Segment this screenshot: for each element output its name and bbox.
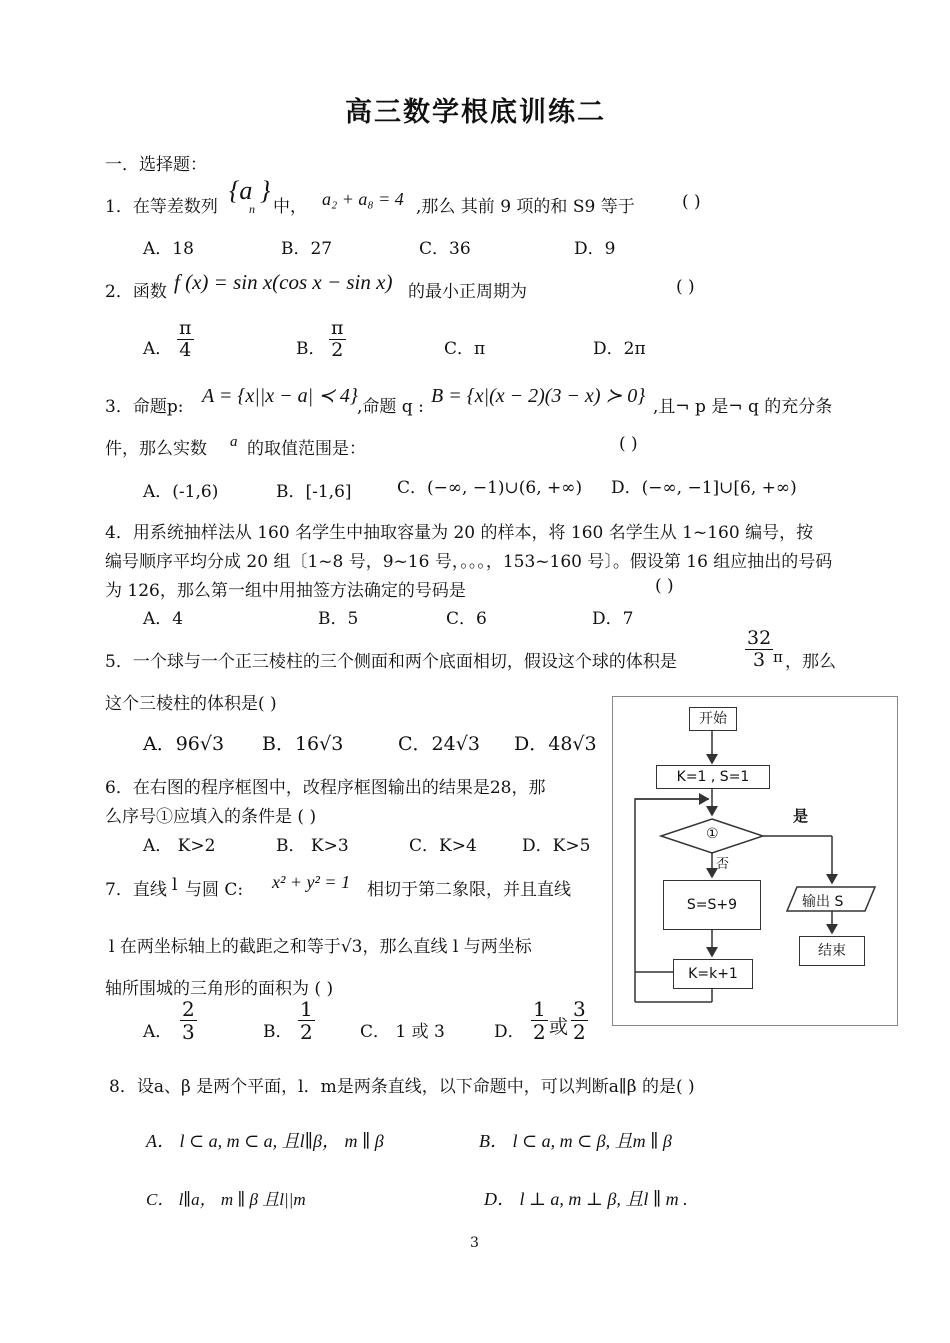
q7-line3: 轴所围城的三角形的面积为 ( ) [105,979,334,999]
q7-option-a-label: A． [143,1022,173,1042]
q2-answer-paren: ( ) [676,277,695,297]
q7-line2: l 在两坐标轴上的截距之和等于√3，那么直线 l 与两坐标 [109,937,532,957]
flowchart-start: 开始 [689,707,737,731]
q2-option-d: D．2π [593,339,646,359]
q3-text-b: ,命题 q : [357,397,424,417]
q4-option-d: D．7 [592,609,634,629]
flowchart-figure [612,696,898,1026]
q8-line1: 8．设a、β 是两个平面，l．m是两条直线，以下命题中，可以判断a∥β 的是( ) [109,1077,695,1097]
q7-circle-equation: x² + y² = 1 [272,872,351,892]
q5-pi: π [773,648,783,666]
q7-option-d-or: 或 [549,1016,569,1038]
q3-option-b: B．[-1,6] [276,482,352,502]
q5-line2: 这个三棱柱的体积是( ) [105,694,277,714]
q3-line2b: 的取值范围是： [247,439,366,459]
q1-option-a: A．18 [143,239,194,259]
q7-option-b-label: B． [263,1022,293,1042]
q6-option-d: D．K>5 [522,836,591,856]
q7-text-d: 相切于第二象限，并且直线 [367,880,571,900]
q2-text-b: 的最小正周期为 [408,282,527,302]
q6-option-c: C．K>4 [409,836,477,856]
q1-option-d: D．9 [574,239,616,259]
section-heading: 一．选择题： [105,155,207,175]
q8-option-c: C． l∥a， m ∥ β 且l||m [146,1190,306,1209]
q3-option-d: D．(−∞, −1]∪[6, +∞) [611,478,797,498]
flowchart-end: 结束 [799,936,865,966]
q1-equation: a₂ + a₈ = 4 [322,189,404,209]
q3-answer-paren: ( ) [619,434,638,454]
q2-option-b-label: B． [296,339,326,359]
page-number: 3 [470,1235,479,1251]
q5-volume-fraction: $\frac{32}{3}$ [747,627,772,671]
q1-option-b: B．27 [281,239,333,259]
q3-set-a: A = {x||x − a| ≺ 4} [202,385,358,407]
flowchart-no-label: 否 [716,857,730,872]
q7-text-a: 7．直线 [105,880,167,900]
q5-option-a: A．96√3 [143,733,225,755]
q2-option-b-fraction: $\frac{\pi}{2}$ [331,317,344,361]
q3-line2: 件，那么实数 [105,439,207,459]
q4-line2: 编号顺序平均分成 20 组〔1~8 号，9~16 号，。。。，153~160 号〕。假设第 16 组应抽出的号码 [105,552,833,572]
q1-seq-open: {a [229,176,253,205]
q8-option-a: A． l ⊂ a, m ⊂ a, 且l∥β， m ∥ β [146,1131,384,1151]
flowchart-step-sum: S=S+9 [663,880,761,930]
q8-option-b: B． l ⊂ a, m ⊂ β, 且m ∥ β [479,1131,672,1151]
q4-line1: 4．用系统抽样法从 160 名学生中抽取容量为 20 的样本，将 160 名学生从 1~160 编号，按 [105,523,814,543]
q7-option-b-fraction: $\frac{1}{2}$ [300,997,313,1044]
q2-function: f (x) = sin x(cos x − sin x) [174,270,393,294]
q7-text-c: 与圆 C: [185,880,244,900]
flowchart-condition-label: ① [706,826,719,842]
q4-line3: 为 126，那么第一组中用抽签方法确定的号码是 [105,581,466,601]
q1-answer-paren: ( ) [682,192,701,212]
q7-option-d-fraction-2: $\frac{3}{2}$ [573,997,586,1044]
q5-option-b: B．16√3 [262,733,344,755]
q1-seq-close: } [260,176,271,205]
q4-option-c: C．6 [446,609,487,629]
q1-seq-sub: n [249,202,255,216]
q7-option-a-fraction: $\frac{2}{3}$ [182,997,195,1044]
q2-text-a: 2．函数 [105,282,167,302]
q3-var-a: a [230,434,238,450]
q7-option-d-fraction-1: $\frac{1}{2}$ [533,997,546,1044]
q2-option-c: C．π [444,339,486,359]
q5-line1b: ，那么 [785,652,836,672]
q8-option-d: D． l ⊥ a, m ⊥ β, 且l ∥ m . [484,1189,688,1209]
q6-line2: 么序号①应填入的条件是 ( ) [105,807,317,827]
page-title: 高三数学根底训练二 [345,97,606,128]
q2-option-a-label: A． [143,339,173,359]
q1-text-b: 中， [273,197,307,217]
flowchart-step-increment: K=k+1 [673,959,753,989]
q1-text-c: ,那么 其前 9 项的和 S9 等于 [416,197,635,217]
q5-line1: 5．一个球与一个正三棱柱的三个侧面和两个底面相切，假设这个球的体积是 [105,652,677,672]
flowchart-output: 输出 S [802,894,844,910]
q4-option-b: B．5 [318,609,359,629]
q4-option-a: A．4 [143,609,184,629]
q6-option-a: A． K>2 [143,836,216,856]
q2-option-a-fraction: $\frac{\pi}{4}$ [179,317,192,361]
q3-set-b: B = {x|(x − 2)(3 − x) ≻ 0} [431,385,646,407]
q3-text-c: ,且¬ p 是¬ q 的充分条 [653,397,833,417]
q3-option-c: C．(−∞, −1)∪(6, +∞) [397,478,583,498]
q1-text-a: 1．在等差数列 [105,197,218,217]
flowchart-yes-label: 是 [793,807,809,825]
q4-answer-paren: ( ) [655,576,674,596]
q3-text-a: 3．命题p: [105,397,184,417]
q6-option-b: B． K>3 [276,836,349,856]
flowchart-init: K=1 , S=1 [656,765,770,789]
q7-option-c: C． 1 或 3 [360,1022,445,1042]
q5-option-d: D．48√3 [514,733,597,755]
q6-line1: 6．在右图的程序框图中，改程序框图输出的结果是28，那 [105,778,546,798]
q5-option-c: C．24√3 [398,733,480,755]
q1-option-c: C．36 [419,239,471,259]
q3-option-a: A．(-1,6) [143,482,219,502]
q7-line-l: l [172,875,178,895]
q7-option-d-label: D． [494,1022,525,1042]
flowchart-connectors [613,697,897,1025]
